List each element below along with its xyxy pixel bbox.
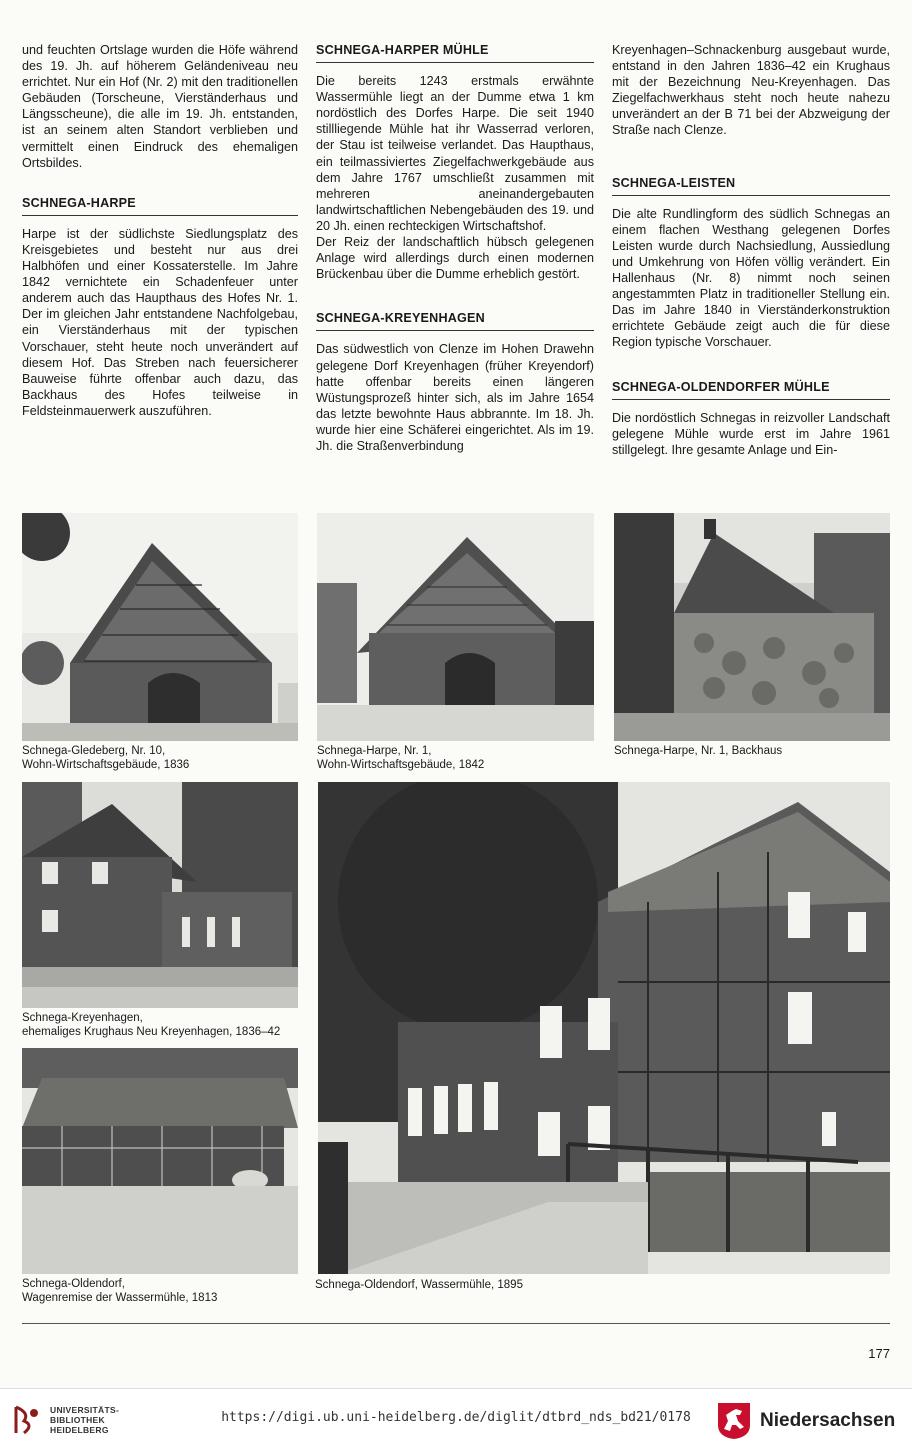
photo-harpe-nr1-farmhouse	[317, 513, 594, 741]
paragraph-harper-muehle-2: Der Reiz der landschaftlich hübsch gelegenen Anlage wird allerdings durch einen modernen Brückenbau über die Dumme erheblich gestört.	[316, 235, 594, 282]
niedersachsen-logo[interactable]	[716, 1401, 896, 1441]
caption-backhaus: Schnega-Harpe, Nr. 1, Backhaus	[614, 745, 783, 757]
photo-kreyenhagen-krughaus	[22, 782, 298, 1008]
caption-wassermuehle: Schnega-Oldendorf, Wassermühle, 1895	[315, 1279, 523, 1291]
caption-wagenremise: Schnega-Oldendorf, Wagenremise der Wassermühle, 1813	[22, 1278, 218, 1304]
paragraph-leisten: Die alte Rundlingform des südlich Schnegas an einem flachen Westhang gelegenen Dorfes Leisten wurde durch Nachsiedlung, Aussiedlung und Umkehrung von Höfen völlig verändert. Ein Hallenhaus (Nr. 8) nimmt noch seinen angestammten Platz in traditioneller Stellung ein. Das im Jahre 1840 in Vierständerkonstruktion errichtete Gebäude zeigt auch die für diese Region typische Vorschauer.	[612, 206, 890, 350]
state-name: Niedersachsen	[760, 1410, 896, 1431]
paragraph-intro-left: und feuchten Ortslage wurden die Höfe während des 19. Jh. auf höherem Geländeniveau neu errichtet. Nur ein Hof (Nr. 2) mit den traditionellen Gebäuden (Torscheune, Vierständerhaus und Längsscheune), die alle im 19. Jh. entstanden, ist an seinem alten Standort verblieben und vermittelt einen Eindruck des ehemaligen Ortsbildes.	[22, 43, 298, 170]
page-number: 177	[868, 1346, 890, 1361]
paragraph-schnega-harpe: Harpe ist der südlichste Siedlungsplatz des Kreisgebietes und besteht nur aus drei Halbhöfen und einer Kossaterstelle. Im Jahre 1842 vernichtete ein Schadenfeuer unter anderem auch das Haupthaus des Hofes Nr. 1. Der im gleichen Jahr entstandene Nachfolgebau, ein Vierständerhaus mit der typischen Vorschauer, steht heute noch unverändert auf diesem Hof. Das Streben nach feuersicherer Bauweise führte offenbar auch dazu, das Backhaus des Hofes teilweise in Feldsteinmauerwerk auszuführen.	[22, 226, 298, 418]
heading-schnega-kreyenhagen: SCHNEGA-KREYENHAGEN	[316, 310, 594, 331]
photo-harpe-backhaus	[614, 513, 890, 741]
permalink-url[interactable]: https://digi.ub.uni-heidelberg.de/diglit/dtbrd_nds_bd21/0178	[221, 1410, 691, 1425]
niedersachsen-horse-icon	[716, 1403, 752, 1439]
caption-kreyenhagen: Schnega-Kreyenhagen, ehemaliges Krughaus Neu Kreyenhagen, 1836–42	[22, 1012, 281, 1038]
heading-schnega-harper-muehle: SCHNEGA-HARPER MÜHLE	[316, 42, 594, 63]
library-name: UNIVERSITÄTS- BIBLIOTHEK HEIDELBERG	[50, 1405, 120, 1435]
paragraph-kreyenhagen: Das südwestlich von Clenze im Hohen Drawehn gelegene Dorf Kreyenhagen (früher Kreyendorf) hatte offenbar bereits einen längeren Wüstungsprozeß hinter sich, als im Jahre 1654 das letzte bewohnte Haus abbrannte. Im 18. Jh. wurde hier eine Schäferei eingerichtet. Als im 19. Jh. die Straßenverbindung	[316, 342, 594, 453]
page-bottom-rule	[22, 1323, 890, 1324]
viewer-footer	[0, 1388, 912, 1453]
paragraph-oldendorfer-muehle: Die nordöstlich Schnegas in reizvoller Landschaft gelegene Mühle wurde erst im Jahre 1961 stillgelegt. Ihre gesamte Anlage und Ein-	[612, 410, 890, 457]
heading-schnega-harpe: SCHNEGA-HARPE	[22, 195, 298, 216]
photo-gledeberg-farmhouse	[22, 513, 298, 741]
caption-harpe-nr1: Schnega-Harpe, Nr. 1, Wohn-Wirtschaftsgebäude, 1842	[317, 745, 485, 771]
photo-oldendorf-wassermuehle	[318, 782, 890, 1274]
heading-schnega-oldendorfer-muehle: SCHNEGA-OLDENDORFER MÜHLE	[612, 379, 890, 400]
photo-oldendorf-wagenremise	[22, 1048, 298, 1274]
paragraph-intro-right: Kreyenhagen–Schnackenburg ausgebaut wurde, entstand in den Jahren 1836–42 ein Krughaus mit der Bezeichnung Neu-Kreyenhagen. Das Ziegelfachwerkhaus steht noch heute nahezu unverändert an der B 71 bei der Abzweigung der Straße nach Clenze.	[612, 43, 890, 138]
text-column-middle	[316, 42, 594, 454]
paragraph-harper-muehle-1: Die bereits 1243 erstmals erwähnte Wassermühle liegt an der Dumme etwa 1 km nordöstlich des Dorfes Harpe. Die seit 1940 stillliegende Mühle hat ihr Wasserrad verloren, der Stau ist teilweise verlandet. Das Haupthaus, ein teilmassiviertes Ziegelfachwerkgebäude aus dem Jahre 1767 umschließt zusammen mit mehreren aneinandergebauten landwirtschaftlichen Nebengebäuden des 19. und 20 Jh. einen rechteckigen Wirtschaftshof.	[316, 74, 594, 233]
text-column-right	[612, 42, 890, 458]
text-column-left	[22, 42, 298, 419]
heading-schnega-leisten: SCHNEGA-LEISTEN	[612, 175, 890, 196]
caption-gledeberg: Schnega-Gledeberg, Nr. 10, Wohn-Wirtschaftsgebäude, 1836	[22, 745, 190, 771]
